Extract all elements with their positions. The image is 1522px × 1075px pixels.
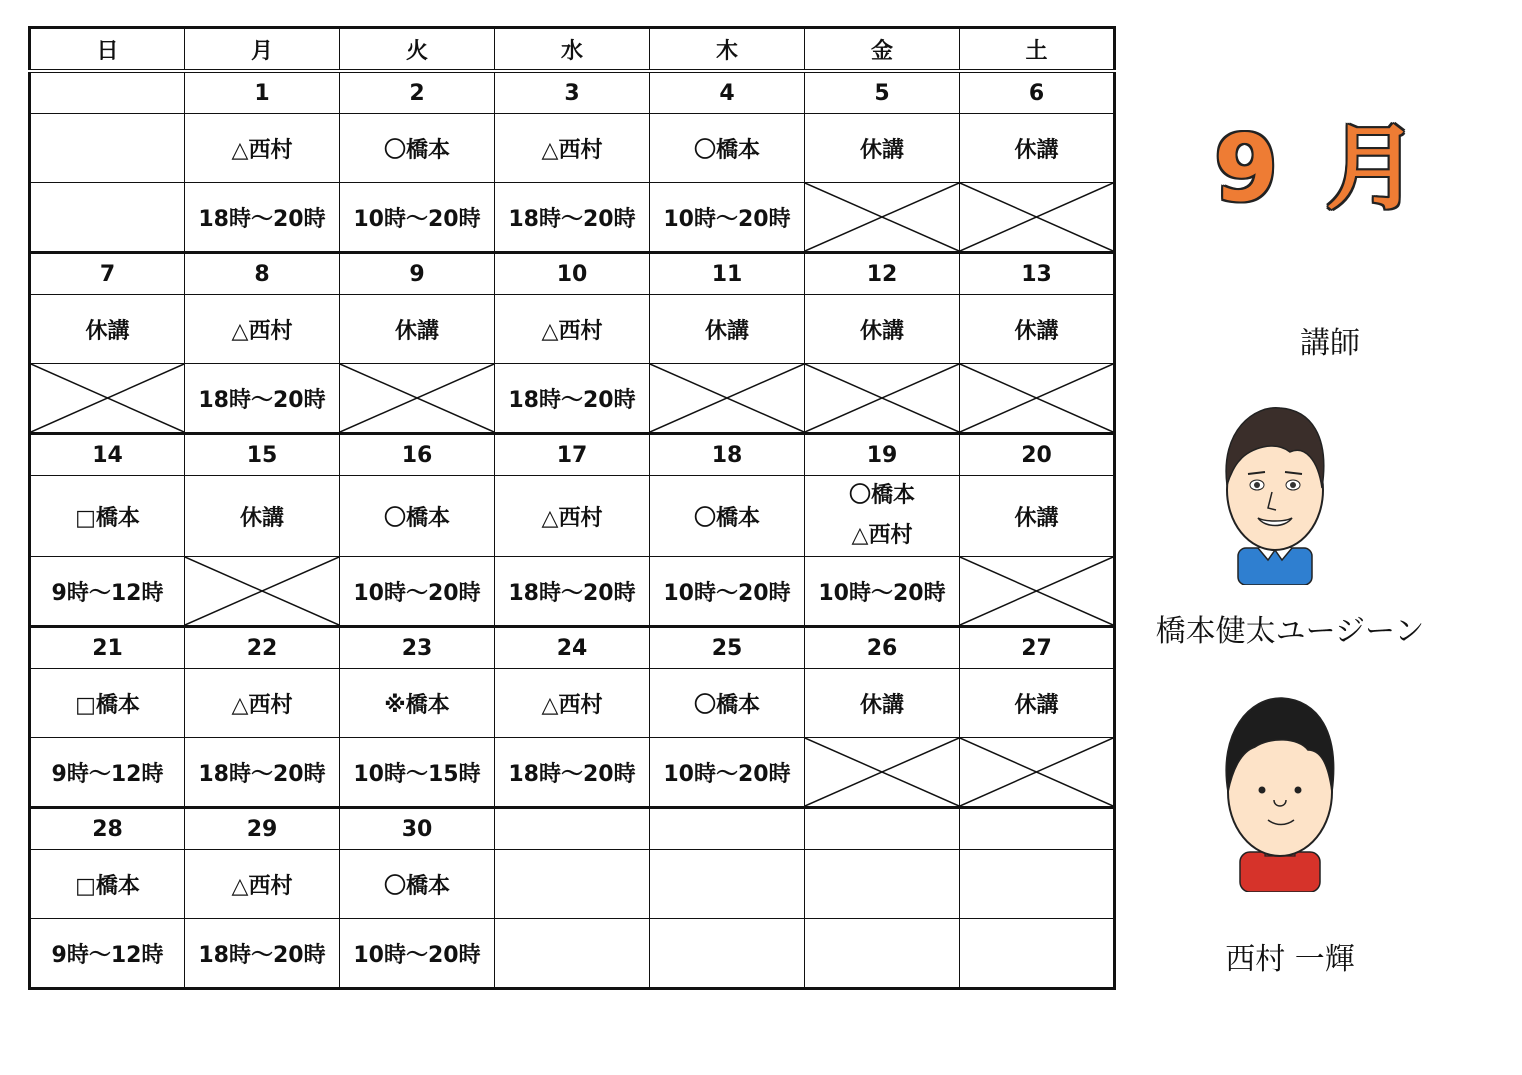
- day-number: 30: [340, 808, 495, 850]
- time-cell: 18時～20時: [495, 364, 650, 434]
- weekday-sat: 土: [960, 28, 1115, 72]
- teacher-cell: 休講: [650, 295, 805, 364]
- teacher-cell: △西村: [495, 476, 650, 557]
- teacher1-name: 橋本健太ユージーン: [1155, 614, 1425, 649]
- calendar-table: [28, 26, 1116, 990]
- day-number: 17: [495, 434, 650, 476]
- week-2-date-row: [30, 253, 1115, 295]
- time-cell: 9時～12時: [30, 919, 185, 989]
- calendar: [28, 26, 1113, 985]
- day-number: 5: [805, 71, 960, 114]
- day-number: 26: [805, 627, 960, 669]
- closed-cross-icon: [960, 557, 1113, 625]
- closed-cross-icon: [31, 364, 184, 432]
- day-number: 19: [805, 434, 960, 476]
- week-2-teacher-row: [30, 295, 1115, 364]
- week-1-time-row: [30, 183, 1115, 253]
- closed-cross-icon: [185, 557, 339, 625]
- time-cell: 10時～20時: [340, 919, 495, 989]
- week-3-date-row: [30, 434, 1115, 476]
- teacher-cell: [805, 476, 960, 557]
- weekday-fri: 金: [805, 28, 960, 72]
- teacher-cell: △西村: [185, 669, 340, 738]
- time-cell: 10時～20時: [340, 183, 495, 253]
- weekday-header-row: [30, 28, 1115, 72]
- teacher-cell: 休講: [185, 476, 340, 557]
- time-cell: [495, 919, 650, 989]
- day-number: 25: [650, 627, 805, 669]
- week-5-date-row: [30, 808, 1115, 850]
- teacher-cell: 休講: [960, 114, 1115, 183]
- week-2-time-row: [30, 364, 1115, 434]
- day-number: 12: [805, 253, 960, 295]
- closed-cell: [650, 364, 805, 434]
- time-cell: 18時～20時: [185, 919, 340, 989]
- day-number: [495, 808, 650, 850]
- teacher-cell: △西村: [495, 669, 650, 738]
- time-cell: [30, 183, 185, 253]
- day-number: 4: [650, 71, 805, 114]
- time-cell: [960, 919, 1115, 989]
- day-number: 11: [650, 253, 805, 295]
- day-number: 7: [30, 253, 185, 295]
- day-number: [805, 808, 960, 850]
- time-cell: 18時～20時: [185, 364, 340, 434]
- day-number: [960, 808, 1115, 850]
- week-1-teacher-row: [30, 114, 1115, 183]
- teacher-cell: 休講: [805, 669, 960, 738]
- teacher-cell: □橋本: [30, 669, 185, 738]
- closed-cell: [30, 364, 185, 434]
- weekday-wed: 水: [495, 28, 650, 72]
- teacher-cell: 休講: [805, 295, 960, 364]
- teacher-cell: [805, 850, 960, 919]
- day-number: 8: [185, 253, 340, 295]
- day-number: 2: [340, 71, 495, 114]
- time-cell: 10時～15時: [340, 738, 495, 808]
- teacher-cell: △西村: [495, 114, 650, 183]
- teacher-cell: [960, 850, 1115, 919]
- side-panel: [1130, 0, 1510, 1075]
- time-cell: 18時～20時: [495, 183, 650, 253]
- day-number: 18: [650, 434, 805, 476]
- teacher-cell: 〇橋本: [340, 114, 495, 183]
- closed-cell: [805, 183, 960, 253]
- time-cell: 18時～20時: [495, 738, 650, 808]
- closed-cross-icon: [805, 183, 959, 251]
- day-number: [650, 808, 805, 850]
- time-cell: 10時～20時: [805, 557, 960, 627]
- day-number: 3: [495, 71, 650, 114]
- week-4-teacher-row: [30, 669, 1115, 738]
- closed-cross-icon: [960, 183, 1113, 251]
- teacher-cell: 休講: [340, 295, 495, 364]
- day-number: 15: [185, 434, 340, 476]
- teacher-label: 講師: [1300, 326, 1360, 361]
- teacher1-avatar: [1210, 400, 1340, 585]
- time-cell: 10時～20時: [650, 557, 805, 627]
- week-3-teacher-row: [30, 476, 1115, 557]
- closed-cell: [960, 738, 1115, 808]
- day-number: 21: [30, 627, 185, 669]
- teacher-cell: [30, 114, 185, 183]
- teacher-cell: △西村: [185, 295, 340, 364]
- time-cell: [805, 919, 960, 989]
- closed-cell: [960, 364, 1115, 434]
- closed-cross-icon: [960, 364, 1113, 432]
- week-5-time-row: [30, 919, 1115, 989]
- day-number: 22: [185, 627, 340, 669]
- teacher-cell: 〇橋本: [650, 669, 805, 738]
- day-number: 20: [960, 434, 1115, 476]
- weekday-tue: 火: [340, 28, 495, 72]
- teacher-mark: △西村: [851, 523, 913, 548]
- time-cell: [650, 919, 805, 989]
- week-5-teacher-row: [30, 850, 1115, 919]
- day-number: 13: [960, 253, 1115, 295]
- teacher-cell: 〇橋本: [340, 850, 495, 919]
- teacher-cell: 〇橋本: [650, 114, 805, 183]
- day-number: 27: [960, 627, 1115, 669]
- time-cell: 10時～20時: [340, 557, 495, 627]
- teacher-cell: 〇橋本: [650, 476, 805, 557]
- closed-cell: [805, 738, 960, 808]
- teacher-cell: 休講: [805, 114, 960, 183]
- month-title: 9 月: [1213, 115, 1427, 222]
- time-cell: 10時～20時: [650, 738, 805, 808]
- day-number: 16: [340, 434, 495, 476]
- closed-cross-icon: [650, 364, 804, 432]
- teacher-cell: △西村: [495, 295, 650, 364]
- time-cell: 9時～12時: [30, 557, 185, 627]
- weekday-thu: 木: [650, 28, 805, 72]
- teacher-cell: [495, 850, 650, 919]
- teacher-cell: 休講: [960, 669, 1115, 738]
- week-4-date-row: [30, 627, 1115, 669]
- day-number: 24: [495, 627, 650, 669]
- week-1-date-row: [30, 71, 1115, 114]
- teacher2-avatar: [1210, 692, 1350, 892]
- teacher-cell: 〇橋本: [340, 476, 495, 557]
- closed-cell: [805, 364, 960, 434]
- day-number: 29: [185, 808, 340, 850]
- weekday-sun: 日: [30, 28, 185, 72]
- time-cell: 9時～12時: [30, 738, 185, 808]
- teacher-cell: △西村: [185, 850, 340, 919]
- teacher-cell: △西村: [185, 114, 340, 183]
- day-number: 14: [30, 434, 185, 476]
- teacher-cell: 休講: [960, 476, 1115, 557]
- closed-cell: [340, 364, 495, 434]
- week-4-time-row: [30, 738, 1115, 808]
- teacher2-name: 西村 一輝: [1225, 942, 1355, 977]
- day-number: 10: [495, 253, 650, 295]
- teacher-cell: ※橋本: [340, 669, 495, 738]
- closed-cross-icon: [960, 738, 1113, 806]
- teacher-cell: [650, 850, 805, 919]
- closed-cross-icon: [805, 364, 959, 432]
- teacher-cell: □橋本: [30, 476, 185, 557]
- day-number: [30, 71, 185, 114]
- day-number: 23: [340, 627, 495, 669]
- teacher-cell: 休講: [960, 295, 1115, 364]
- teacher-cell: 休講: [30, 295, 185, 364]
- teacher-mark: 〇橋本: [848, 483, 915, 508]
- closed-cell: [960, 557, 1115, 627]
- closed-cell: [185, 557, 340, 627]
- time-cell: 10時～20時: [650, 183, 805, 253]
- closed-cross-icon: [340, 364, 494, 432]
- day-number: 28: [30, 808, 185, 850]
- day-number: 9: [340, 253, 495, 295]
- week-3-time-row: [30, 557, 1115, 627]
- day-number: 6: [960, 71, 1115, 114]
- time-cell: 18時～20時: [185, 183, 340, 253]
- time-cell: 18時～20時: [185, 738, 340, 808]
- closed-cross-icon: [805, 738, 959, 806]
- day-number: 1: [185, 71, 340, 114]
- teacher-cell: □橋本: [30, 850, 185, 919]
- closed-cell: [960, 183, 1115, 253]
- weekday-mon: 月: [185, 28, 340, 72]
- time-cell: 18時～20時: [495, 557, 650, 627]
